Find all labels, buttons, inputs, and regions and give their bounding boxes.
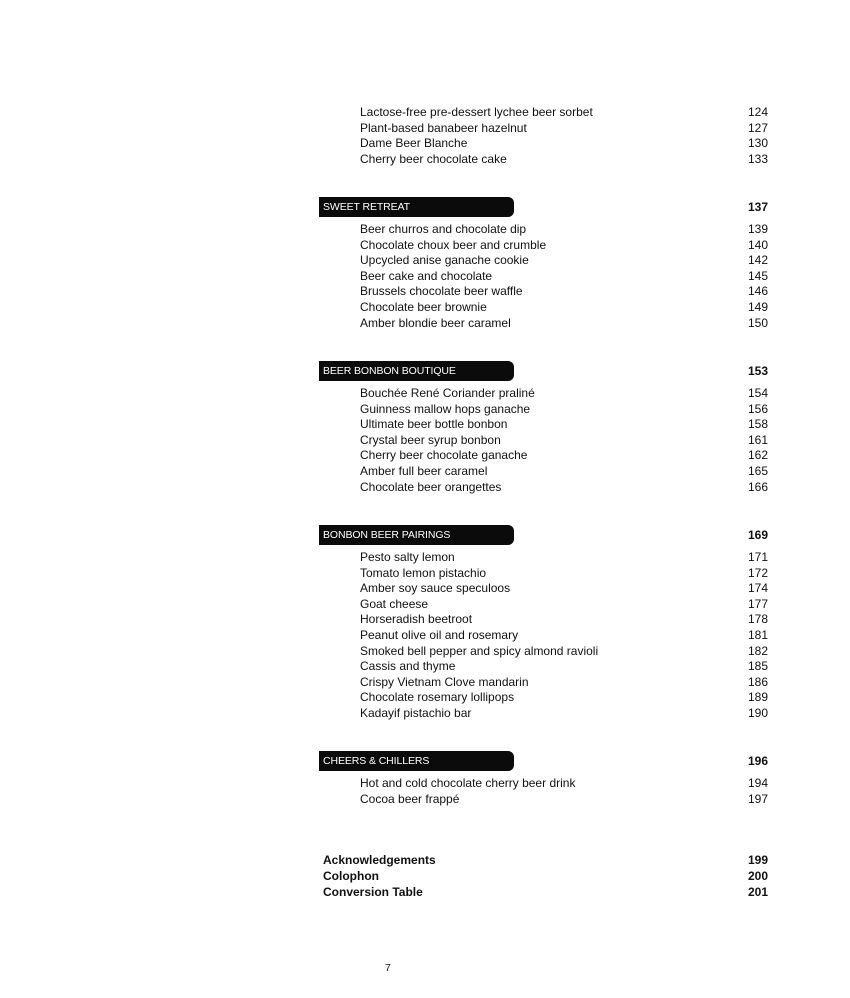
entry-title: Pesto salty lemon (360, 550, 455, 564)
toc-entry (360, 316, 768, 332)
entry-title: Colophon (323, 868, 379, 883)
toc-entry (360, 566, 768, 582)
toc-entry (360, 776, 768, 792)
toc-entry (360, 792, 768, 808)
entry-page: 146 (747, 284, 768, 299)
entry-page: 161 (747, 432, 768, 447)
entry-page: 150 (747, 315, 768, 330)
backmatter-list (323, 853, 768, 900)
backmatter-entry (323, 885, 768, 901)
entry-title: Amber blondie beer caramel (360, 315, 511, 330)
toc-entry (360, 386, 768, 402)
entry-page: 194 (747, 776, 768, 790)
entry-title: Chocolate beer brownie (360, 299, 487, 314)
entry-page: 158 (747, 417, 768, 432)
section-heading-beer-bonbon-boutique (319, 361, 768, 381)
entry-title: Conversion Table (323, 884, 423, 899)
section-title: SWEET RETREAT (319, 197, 514, 217)
entry-title: Lactose-free pre-dessert lychee beer sorbet (360, 105, 593, 119)
entry-page: 165 (747, 463, 768, 478)
entry-page: 124 (747, 105, 768, 119)
entry-title: Acknowledgements (323, 853, 436, 867)
entry-title: Chocolate beer orangettes (360, 479, 502, 494)
toc-entry (360, 550, 768, 566)
toc-entry (360, 464, 768, 480)
entry-title: Ultimate beer bottle bonbon (360, 417, 508, 432)
toc-entry (360, 300, 768, 316)
entry-page: 171 (747, 550, 768, 564)
toc-entry (360, 253, 768, 269)
entry-title: Peanut olive oil and rosemary (360, 627, 519, 642)
entry-page: 200 (747, 868, 768, 883)
toc-entry (360, 152, 768, 168)
section-entry-list (360, 386, 768, 495)
toc-entry (360, 402, 768, 418)
section-heading-sweet-retreat (319, 197, 768, 217)
toc-entry (360, 105, 768, 121)
page-number: 7 (385, 962, 391, 974)
toc-entry (360, 121, 768, 137)
backmatter-entry (323, 869, 768, 885)
entry-page: 149 (747, 299, 768, 314)
toc-entry (360, 417, 768, 433)
entry-page: 130 (747, 136, 768, 151)
intro-entry-list (360, 105, 768, 167)
entry-title: Hot and cold chocolate cherry beer drink (360, 776, 576, 790)
toc-entry (360, 706, 768, 722)
entry-page: 178 (747, 612, 768, 627)
entry-page: 201 (747, 884, 768, 899)
entry-title: Brussels chocolate beer waffle (360, 284, 523, 299)
entry-page: 139 (747, 222, 768, 236)
toc-entry (360, 597, 768, 613)
section-title: BONBON BEER PAIRINGS (319, 525, 514, 545)
entry-title: Upcycled anise ganache cookie (360, 253, 529, 268)
entry-page: 190 (747, 705, 768, 720)
entry-title: Amber full beer caramel (360, 463, 488, 478)
entry-title: Guinness mallow hops ganache (360, 401, 531, 416)
section-page: 196 (747, 754, 768, 768)
entry-title: Beer cake and chocolate (360, 268, 493, 283)
section-heading-cheers-and-chillers (319, 751, 768, 771)
entry-page: 186 (747, 674, 768, 689)
toc-entry (360, 238, 768, 254)
entry-title: Horseradish beetroot (360, 612, 473, 627)
entry-title: Crystal beer syrup bonbon (360, 432, 501, 447)
entry-page: 154 (747, 386, 768, 400)
section-page: 137 (747, 200, 768, 214)
entry-title: Cassis and thyme (360, 659, 456, 674)
entry-title: Chocolate choux beer and crumble (360, 237, 547, 252)
entry-page: 177 (747, 596, 768, 611)
entry-title: Dame Beer Blanche (360, 136, 468, 151)
toc-entry (360, 480, 768, 496)
entry-page: 156 (747, 401, 768, 416)
entry-title: Amber soy sauce speculoos (360, 581, 511, 596)
entry-page: 145 (747, 268, 768, 283)
entry-page: 127 (747, 120, 768, 135)
entry-page: 182 (747, 643, 768, 658)
toc-entry (360, 628, 768, 644)
entry-title: Bouchée René Coriander praliné (360, 386, 535, 400)
toc-entry (360, 675, 768, 691)
toc-entry (360, 136, 768, 152)
section-entry-list (360, 776, 768, 807)
entry-page: 172 (747, 565, 768, 580)
entry-title: Cherry beer chocolate cake (360, 151, 507, 166)
toc-entry (360, 269, 768, 285)
entry-title: Beer churros and chocolate dip (360, 222, 527, 236)
toc-entry (360, 581, 768, 597)
entry-page: 133 (747, 151, 768, 166)
entry-title: Kadayif pistachio bar (360, 705, 472, 720)
toc-entry (360, 222, 768, 238)
section-heading-bonbon-beer-pairings (319, 525, 768, 545)
entry-page: 199 (747, 853, 768, 867)
section-title: CHEERS & CHILLERS (319, 751, 514, 771)
entry-title: Smoked bell pepper and spicy almond ravioli (360, 643, 599, 658)
entry-page: 181 (747, 627, 768, 642)
toc-entry (360, 690, 768, 706)
entry-title: Crispy Vietnam Clove mandarin (360, 674, 529, 689)
entry-title: Plant-based banabeer hazelnut (360, 120, 527, 135)
toc-entry (360, 644, 768, 660)
toc-entry (360, 448, 768, 464)
entry-page: 189 (747, 690, 768, 705)
backmatter-entry (323, 853, 768, 869)
entry-page: 162 (747, 448, 768, 463)
entry-page: 142 (747, 253, 768, 268)
entry-title: Cherry beer chocolate ganache (360, 448, 528, 463)
section-entry-list (360, 550, 768, 722)
entry-title: Tomato lemon pistachio (360, 565, 487, 580)
entry-page: 174 (747, 581, 768, 596)
section-page: 153 (747, 364, 768, 378)
toc-entry (360, 659, 768, 675)
section-title: BEER BONBON BOUTIQUE (319, 361, 514, 381)
entry-page: 166 (747, 479, 768, 494)
entry-title: Cocoa beer frappé (360, 791, 460, 806)
entry-page: 185 (747, 659, 768, 674)
entry-title: Chocolate rosemary lollipops (360, 690, 515, 705)
entry-title: Goat cheese (360, 596, 429, 611)
toc-entry (360, 284, 768, 300)
entry-page: 140 (747, 237, 768, 252)
section-entry-list (360, 222, 768, 331)
toc-entry (360, 433, 768, 449)
toc-entry (360, 612, 768, 628)
entry-page: 197 (747, 791, 768, 806)
section-page: 169 (747, 528, 768, 542)
